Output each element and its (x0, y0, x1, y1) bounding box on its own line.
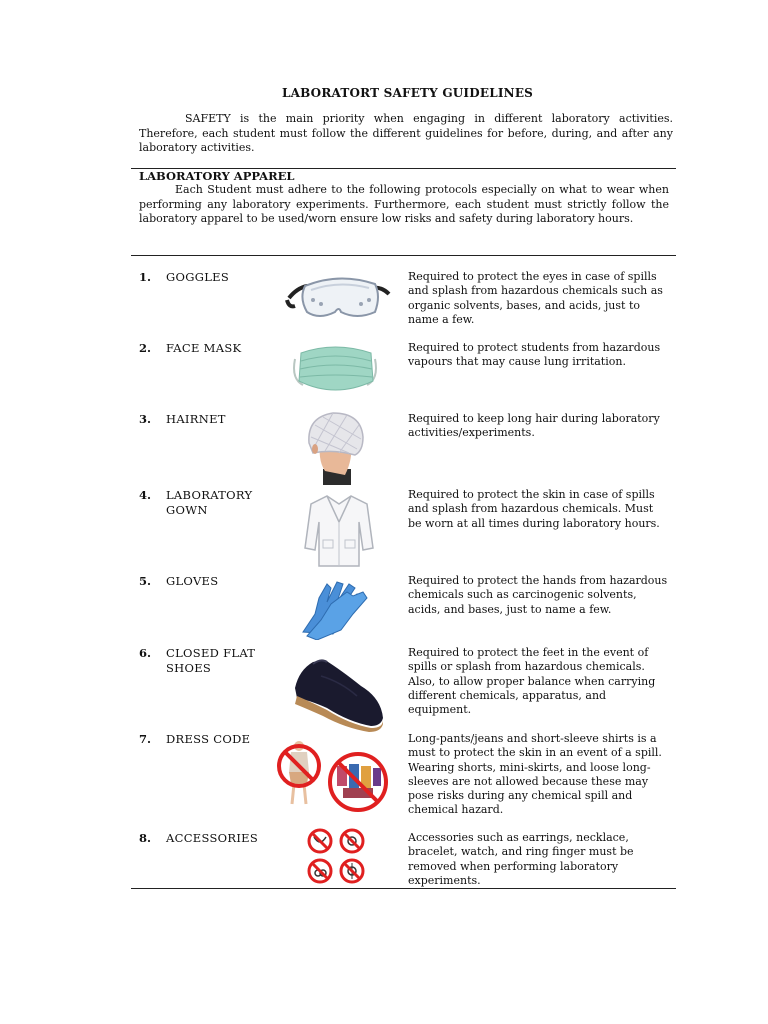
no-necklace-icon (309, 830, 331, 852)
item-description: Accessories such as earrings, necklace, bracelet, watch, and ring finger must be removed when performing laboratory experiments. (408, 831, 634, 887)
item-description: Required to protect the hands from hazardous chemicals such as carcinogenic solvents, acids, and bases, just to name a few. (408, 574, 668, 616)
shoe-image (291, 652, 387, 732)
item-number: 6. (139, 646, 152, 660)
item-name: HAIRNET (166, 412, 226, 426)
section-paragraph (139, 183, 669, 227)
face-mask-image (289, 339, 381, 399)
section-text: Each Student must adhere to the following protocols especially on what to wear when performing any laboratory experiments. Furthermore, each student must strictly follow the laboratory apparel to be used/worn ensure low risks and safety during laboratory hours. (139, 183, 669, 225)
section-divider-bottom (131, 888, 676, 889)
intro-paragraph (139, 112, 673, 156)
no-watch-icon (341, 860, 363, 882)
item-description: Long-pants/jeans and short-sleeve shirts is a must to protect the skin in an event of a spill. Wearing shorts, mini-skirts, and loose long-sleeves are not allowed because these may pose risks during any chemical spill and chemical hazard. (408, 732, 662, 817)
lab-gown-image (301, 492, 377, 568)
section-title: LABORATORY APPAREL (139, 169, 295, 183)
item-number: 3. (139, 412, 152, 426)
item-name: CLOSED FLAT SHOES (166, 646, 256, 675)
item-name: LABORATORY GOWN (166, 488, 253, 517)
hairnet-image (303, 409, 369, 485)
item-description: Required to protect the eyes in case of spills and splash from hazardous chemicals such as organic solvents, bases, and acids, just to name a few. (408, 270, 663, 326)
item-number: 8. (139, 831, 152, 845)
item-number: 1. (139, 270, 152, 284)
gloves-image (297, 574, 373, 640)
item-description: Required to keep long hair during laboratory activities/experiments. (408, 412, 660, 440)
item-name: DRESS CODE (166, 732, 251, 746)
item-name: FACE MASK (166, 341, 242, 355)
document-title: LABORATORT SAFETY GUIDELINES (281, 86, 534, 100)
item-number: 5. (139, 574, 152, 588)
item-description: Required to protect students from hazardous vapours that may cause lung irritation. (408, 341, 661, 369)
item-number: 2. (139, 341, 152, 355)
goggles-image (285, 268, 393, 324)
intro-text: SAFETY is the main priority when engaging in different laboratory activities. Therefore, each student must follow the different guidelines for before, during, and after any laboratory activities. (139, 112, 673, 154)
dress-code-prohibited-image (277, 738, 397, 822)
accessories-prohibited-image (305, 827, 369, 887)
item-description: Required to protect the feet in the event of spills or splash from hazardous chemicals. Also, to allow proper balance when carrying different chemicals, apparatus, and equipment. (408, 646, 656, 717)
item-number: 4. (139, 488, 152, 502)
item-name: ACCESSORIES (166, 831, 259, 845)
item-name: GOGGLES (166, 270, 229, 284)
no-ring-icon (309, 860, 331, 882)
no-bracelet-icon (341, 830, 363, 852)
item-number: 7. (139, 732, 152, 746)
item-name: GLOVES (166, 574, 219, 588)
section-divider-middle (131, 255, 676, 256)
item-description: Required to protect the skin in case of spills and splash from hazardous chemicals. Must be worn at all times during laboratory hours. (408, 488, 660, 530)
